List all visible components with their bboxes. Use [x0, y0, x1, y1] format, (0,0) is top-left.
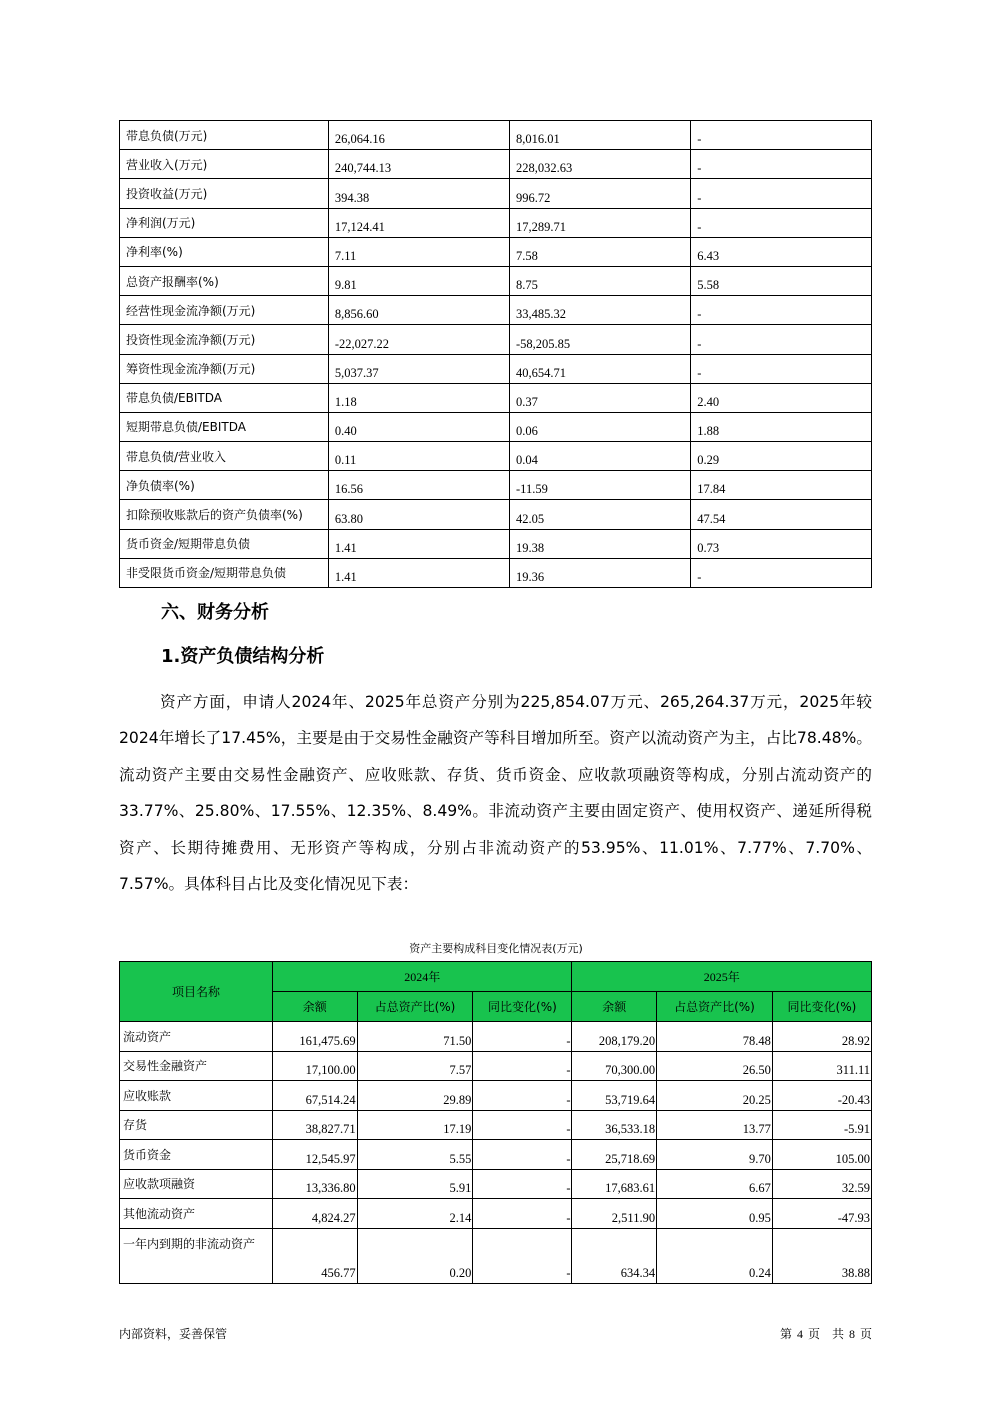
indicator-label: 净负债率(%) — [120, 471, 329, 500]
indicator-value-2: 33,485.32 — [510, 296, 691, 325]
indicator-value-1: 1.41 — [328, 529, 509, 558]
balance-2024: 161,475.69 — [273, 1022, 358, 1052]
change-2025: 105.00 — [772, 1140, 871, 1170]
change-2025: 38.88 — [772, 1228, 871, 1283]
footer-confidential: 内部资料，妥善保管 — [119, 1327, 228, 1341]
indicator-label: 货币资金/短期带息负债 — [120, 529, 329, 558]
indicator-value-2: 42.05 — [510, 500, 691, 529]
indicator-value-1: 17,124.41 — [328, 208, 509, 237]
indicator-value-3: 2.40 — [691, 383, 872, 412]
share-2025: 20.25 — [657, 1081, 773, 1111]
table-row — [120, 1022, 872, 1052]
table-row — [120, 1110, 872, 1140]
indicator-value-3: - — [691, 296, 872, 325]
header-project: 项目名称 — [120, 962, 273, 1022]
balance-2025: 70,300.00 — [572, 1051, 657, 1081]
indicator-value-1: 9.81 — [328, 266, 509, 295]
change-2024: - — [473, 1228, 572, 1283]
header-change-2025: 同比变化(%) — [772, 992, 871, 1022]
table-row — [120, 442, 872, 471]
indicator-value-2: 40,654.71 — [510, 354, 691, 383]
table-row — [120, 150, 872, 179]
balance-2025: 36,533.18 — [572, 1110, 657, 1140]
header-balance-2024: 余额 — [273, 992, 358, 1022]
row-label: 存货 — [120, 1110, 273, 1140]
table-row — [120, 529, 872, 558]
balance-2025: 208,179.20 — [572, 1022, 657, 1052]
indicator-value-3: 5.58 — [691, 266, 872, 295]
table-row — [120, 325, 872, 354]
indicator-value-2: 17,289.71 — [510, 208, 691, 237]
table-row — [120, 1199, 872, 1229]
change-2024: - — [473, 1110, 572, 1140]
indicator-value-1: 8,856.60 — [328, 296, 509, 325]
indicator-value-1: 1.18 — [328, 383, 509, 412]
indicator-value-2: -11.59 — [510, 471, 691, 500]
indicator-label: 非受限货币资金/短期带息负债 — [120, 558, 329, 587]
header-year-2025: 2025年 — [572, 962, 872, 992]
indicator-label: 经营性现金流净额(万元) — [120, 296, 329, 325]
section-title: 六、财务分析 — [161, 602, 269, 623]
table-row — [120, 383, 872, 412]
subsection-title: 1.资产负债结构分析 — [161, 646, 325, 667]
indicator-value-2: 228,032.63 — [510, 150, 691, 179]
indicator-value-1: 16.56 — [328, 471, 509, 500]
indicator-value-3: 0.73 — [691, 529, 872, 558]
share-2024: 5.55 — [357, 1140, 473, 1170]
balance-2024: 67,514.24 — [273, 1081, 358, 1111]
indicator-value-3: - — [691, 208, 872, 237]
indicator-label: 净利率(%) — [120, 237, 329, 266]
balance-2024: 12,545.97 — [273, 1140, 358, 1170]
row-label: 应收款项融资 — [120, 1169, 273, 1199]
indicator-value-2: 7.58 — [510, 237, 691, 266]
indicator-label: 营业收入(万元) — [120, 150, 329, 179]
footer-page-number: 第 4 页 共 8 页 — [779, 1327, 872, 1341]
balance-2024: 13,336.80 — [273, 1169, 358, 1199]
share-2025: 6.67 — [657, 1169, 773, 1199]
header-balance-2025: 余额 — [572, 992, 657, 1022]
table-row — [120, 237, 872, 266]
table-row — [120, 296, 872, 325]
indicator-value-3: 17.84 — [691, 471, 872, 500]
indicator-value-3: - — [691, 354, 872, 383]
row-label: 流动资产 — [120, 1022, 273, 1052]
change-2025: -47.93 — [772, 1199, 871, 1229]
header-share-2024: 占总资产比(%) — [357, 992, 473, 1022]
change-2025: -20.43 — [772, 1081, 871, 1111]
share-2024: 0.20 — [357, 1228, 473, 1283]
table-row — [120, 266, 872, 295]
indicator-label: 筹资性现金流净额(万元) — [120, 354, 329, 383]
share-2024: 5.91 — [357, 1169, 473, 1199]
header-year-2024: 2024年 — [273, 962, 572, 992]
indicator-value-2: 19.38 — [510, 529, 691, 558]
indicator-label: 净利润(万元) — [120, 208, 329, 237]
balance-2025: 53,719.64 — [572, 1081, 657, 1111]
indicator-value-1: 240,744.13 — [328, 150, 509, 179]
indicator-value-1: -22,027.22 — [328, 325, 509, 354]
table-row — [120, 1140, 872, 1170]
indicator-value-1: 394.38 — [328, 179, 509, 208]
indicator-value-1: 0.40 — [328, 412, 509, 441]
indicator-value-1: 63.80 — [328, 500, 509, 529]
table-row — [120, 1081, 872, 1111]
indicator-value-2: 996.72 — [510, 179, 691, 208]
indicator-value-3: - — [691, 179, 872, 208]
indicator-value-2: -58,205.85 — [510, 325, 691, 354]
share-2024: 71.50 — [357, 1022, 473, 1052]
balance-2024: 38,827.71 — [273, 1110, 358, 1140]
indicator-value-1: 7.11 — [328, 237, 509, 266]
header-share-2025: 占总资产比(%) — [657, 992, 773, 1022]
indicator-value-1: 1.41 — [328, 558, 509, 587]
change-2024: - — [473, 1199, 572, 1229]
balance-2025: 634.34 — [572, 1228, 657, 1283]
indicator-label: 带息负债(万元) — [120, 121, 329, 150]
indicator-value-3: - — [691, 325, 872, 354]
indicator-value-2: 0.06 — [510, 412, 691, 441]
balance-2024: 4,824.27 — [273, 1199, 358, 1229]
share-2024: 2.14 — [357, 1199, 473, 1229]
share-2025: 0.24 — [657, 1228, 773, 1283]
table-row — [120, 412, 872, 441]
change-2024: - — [473, 1022, 572, 1052]
indicator-label: 带息负债/营业收入 — [120, 442, 329, 471]
indicator-label: 投资收益(万元) — [120, 179, 329, 208]
table-row — [120, 471, 872, 500]
change-2024: - — [473, 1051, 572, 1081]
table-row — [120, 354, 872, 383]
change-2024: - — [473, 1081, 572, 1111]
row-label: 应收账款 — [120, 1081, 273, 1111]
share-2024: 17.19 — [357, 1110, 473, 1140]
share-2025: 9.70 — [657, 1140, 773, 1170]
header-change-2024: 同比变化(%) — [473, 992, 572, 1022]
analysis-paragraph: 资产方面，申请人2024年、2025年总资产分别为225,854.07万元、265,264.37万元，2025年较2024年增长了17.45%，主要是由于交易性金融资产等科目增加所至。资产以流动资产为主，占比78.48%。流动资产主要由交易性金融资产、应收账款、存货、货币资金、应收款项融资等构成，分别占流动资产的33.77%、25.80%、17.55%、12.35%、8.49%。非流动资产主要由固定资产、使用权资产、递延所得税资产、长期待摊费用、无形资产等构成，分别占非流动资产的53.95%、11.01%、7.77%、7.70%、7.57%。具体科目占比及变化情况见下表： — [119, 693, 872, 894]
table-row — [120, 208, 872, 237]
indicator-table — [119, 120, 872, 588]
indicator-value-3: 0.29 — [691, 442, 872, 471]
table-row — [120, 1051, 872, 1081]
indicator-value-2: 0.37 — [510, 383, 691, 412]
indicator-value-3: - — [691, 150, 872, 179]
indicator-value-3: - — [691, 121, 872, 150]
share-2025: 26.50 — [657, 1051, 773, 1081]
indicator-value-3: - — [691, 558, 872, 587]
change-2025: 311.11 — [772, 1051, 871, 1081]
change-2024: - — [473, 1169, 572, 1199]
indicator-value-2: 0.04 — [510, 442, 691, 471]
change-2025: -5.91 — [772, 1110, 871, 1140]
change-2025: 28.92 — [772, 1022, 871, 1052]
indicator-label: 投资性现金流净额(万元) — [120, 325, 329, 354]
share-2025: 78.48 — [657, 1022, 773, 1052]
indicator-value-1: 0.11 — [328, 442, 509, 471]
table-row — [120, 500, 872, 529]
table-row — [120, 558, 872, 587]
balance-2025: 17,683.61 — [572, 1169, 657, 1199]
table-row — [120, 1169, 872, 1199]
indicator-value-2: 8,016.01 — [510, 121, 691, 150]
balance-2025: 25,718.69 — [572, 1140, 657, 1170]
indicator-value-1: 5,037.37 — [328, 354, 509, 383]
table-row — [120, 121, 872, 150]
indicator-label: 总资产报酬率(%) — [120, 266, 329, 295]
indicator-label: 扣除预收账款后的资产负债率(%) — [120, 500, 329, 529]
table-row — [120, 179, 872, 208]
change-2024: - — [473, 1140, 572, 1170]
balance-2024: 17,100.00 — [273, 1051, 358, 1081]
share-2025: 0.95 — [657, 1199, 773, 1229]
share-2024: 29.89 — [357, 1081, 473, 1111]
indicator-value-2: 8.75 — [510, 266, 691, 295]
share-2024: 7.57 — [357, 1051, 473, 1081]
indicator-value-2: 19.36 — [510, 558, 691, 587]
indicator-value-3: 6.43 — [691, 237, 872, 266]
change-2025: 32.59 — [772, 1169, 871, 1199]
indicator-label: 带息负债/EBITDA — [120, 383, 329, 412]
row-label: 货币资金 — [120, 1140, 273, 1170]
table-row — [120, 1228, 872, 1283]
balance-2024: 456.77 — [273, 1228, 358, 1283]
row-label: 一年内到期的非流动资产 — [120, 1228, 273, 1283]
share-2025: 13.77 — [657, 1110, 773, 1140]
indicator-label: 短期带息负债/EBITDA — [120, 412, 329, 441]
table-caption: 资产主要构成科目变化情况表(万元) — [409, 942, 583, 955]
asset-structure-table — [119, 961, 872, 1284]
row-label: 交易性金融资产 — [120, 1051, 273, 1081]
indicator-value-1: 26,064.16 — [328, 121, 509, 150]
indicator-value-3: 1.88 — [691, 412, 872, 441]
indicator-value-3: 47.54 — [691, 500, 872, 529]
row-label: 其他流动资产 — [120, 1199, 273, 1229]
balance-2025: 2,511.90 — [572, 1199, 657, 1229]
